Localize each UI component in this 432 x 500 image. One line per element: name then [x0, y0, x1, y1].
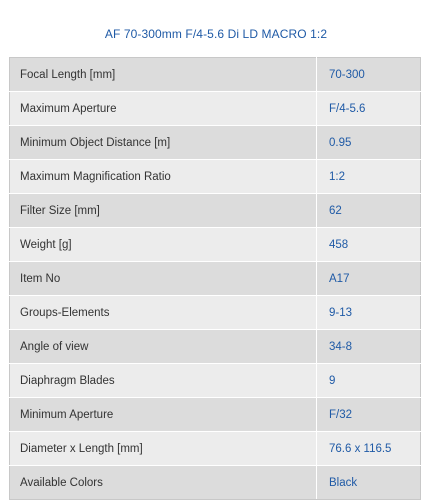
table-row [10, 126, 421, 160]
spec-table [9, 57, 421, 500]
spec-value: F/32 [317, 398, 421, 432]
table-row [10, 228, 421, 262]
table-row [10, 432, 421, 466]
spec-table-body [10, 58, 421, 500]
table-row [10, 194, 421, 228]
spec-value: 9 [317, 364, 421, 398]
table-row [10, 330, 421, 364]
spec-label: Focal Length [mm] [10, 58, 317, 92]
spec-label: Weight [g] [10, 228, 317, 262]
spec-value: 62 [317, 194, 421, 228]
table-row [10, 296, 421, 330]
table-row [10, 398, 421, 432]
spec-value: 34-8 [317, 330, 421, 364]
spec-value: 458 [317, 228, 421, 262]
spec-label: Minimum Aperture [10, 398, 317, 432]
table-row [10, 466, 421, 500]
spec-label: Maximum Aperture [10, 92, 317, 126]
spec-value: 76.6 x 116.5 [317, 432, 421, 466]
spec-label: Available Colors [10, 466, 317, 500]
page-title: AF 70-300mm F/4-5.6 Di LD MACRO 1:2 [104, 27, 328, 41]
spec-label: Minimum Object Distance [m] [10, 126, 317, 160]
table-row [10, 364, 421, 398]
spec-value: 9-13 [317, 296, 421, 330]
spec-label: Filter Size [mm] [10, 194, 317, 228]
spec-value: 0.95 [317, 126, 421, 160]
spec-value: 1:2 [317, 160, 421, 194]
spec-label: Angle of view [10, 330, 317, 364]
spec-label: Maximum Magnification Ratio [10, 160, 317, 194]
table-row [10, 92, 421, 126]
spec-value: F/4-5.6 [317, 92, 421, 126]
table-row [10, 262, 421, 296]
spec-label: Diaphragm Blades [10, 364, 317, 398]
table-row [10, 58, 421, 92]
spec-label: Item No [10, 262, 317, 296]
spec-label: Groups-Elements [10, 296, 317, 330]
spec-value: 70-300 [317, 58, 421, 92]
spec-value: A17 [317, 262, 421, 296]
spec-value: Black [317, 466, 421, 500]
table-row [10, 160, 421, 194]
spec-label: Diameter x Length [mm] [10, 432, 317, 466]
